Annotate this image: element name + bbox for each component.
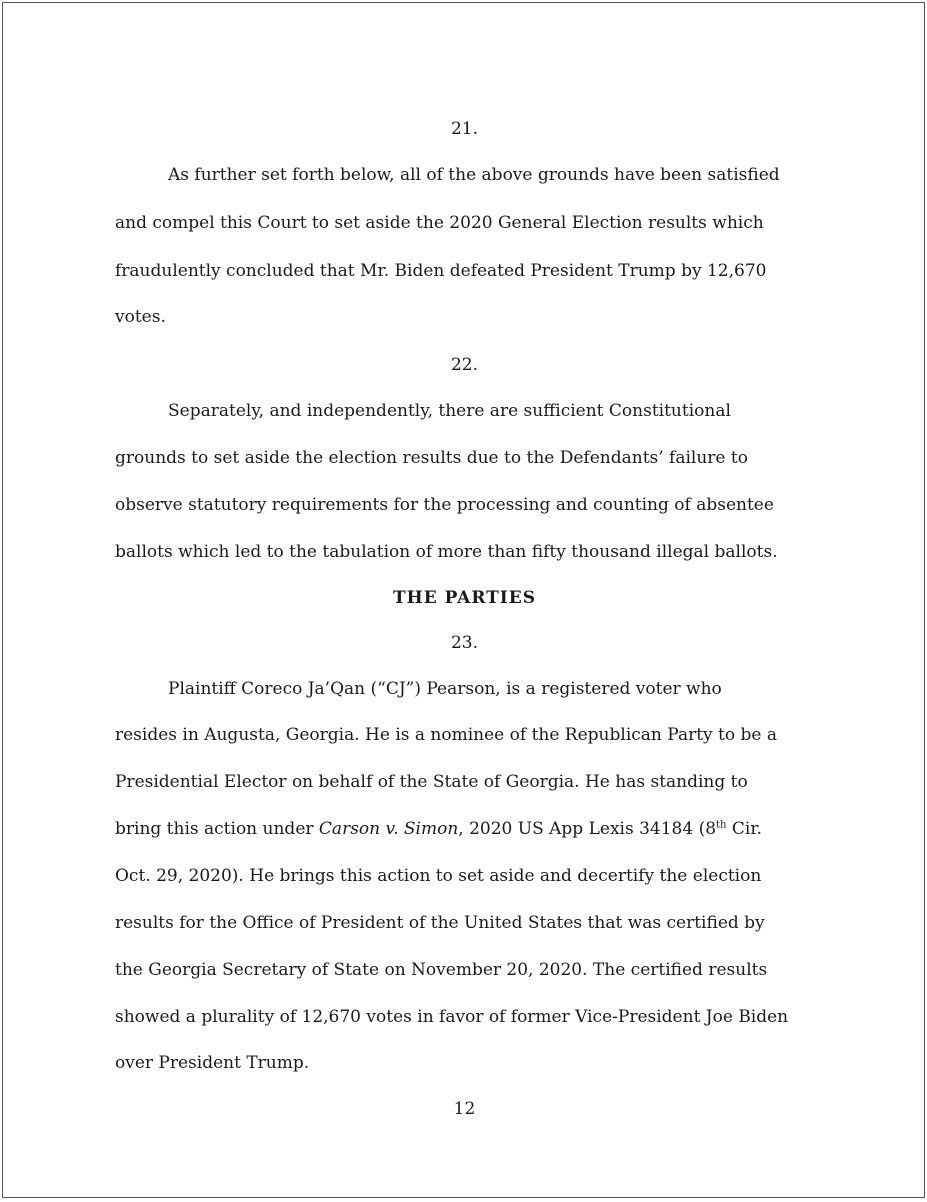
paragraph-number-21: 21. (450, 119, 479, 139)
para22-line-3: observe statutory requirements for the processing and counting of absentee (115, 495, 774, 515)
para23-line-7: the Georgia Secretary of State on November 20, 2020. The certified results (115, 960, 768, 980)
para22-line-4: ballots which led to the tabulation of more than fifty thousand illegal ballots. (115, 542, 778, 562)
para23-line-9: over President Trump. (115, 1053, 310, 1073)
citation-lead-text: bring this action under (115, 819, 319, 839)
para23-line-6: results for the Office of President of the United States that was certified by (115, 913, 765, 933)
para21-line-3: fraudulently concluded that Mr. Biden defeated President Trump by 12,670 (115, 261, 767, 281)
case-name: Carson v. Simon (318, 819, 459, 839)
para22-line-2: grounds to set aside the election results due to the Defendants’ failure to (115, 448, 748, 468)
para23-line-4 (115, 821, 815, 838)
para23-line-5: Oct. 29, 2020). He brings this action to set aside and decertify the election (115, 866, 762, 886)
para23-line-3: Presidential Elector on behalf of the State of Georgia. He has standing to (115, 772, 748, 792)
citation-end-text: Cir. (726, 819, 763, 839)
paragraph-number-23: 23. (450, 633, 479, 653)
para23-line-8: showed a plurality of 12,670 votes in favor of former Vice-President Joe Biden (115, 1007, 789, 1027)
document-page (2, 2, 925, 1198)
page-number: 12 (453, 1099, 476, 1119)
para21-line-1: As further set forth below, all of the above grounds have been satisfied (168, 165, 780, 185)
citation-text: , 2020 US App Lexis 34184 (8 (458, 819, 717, 839)
para23-line-1: Plaintiff Coreco Ja’Qan (“CJ”) Pearson, is a registered voter who (168, 679, 722, 699)
para21-line-2: and compel this Court to set aside the 2020 General Election results which (115, 213, 764, 233)
para22-line-1: Separately, and independently, there are sufficient Constitutional (168, 401, 731, 421)
para21-line-4: votes. (115, 307, 166, 327)
ordinal-superscript: th (716, 819, 727, 831)
section-heading: THE PARTIES (393, 588, 536, 608)
paragraph-number-22: 22. (450, 355, 479, 375)
para23-line-2: resides in Augusta, Georgia. He is a nominee of the Republican Party to be a (115, 725, 777, 745)
